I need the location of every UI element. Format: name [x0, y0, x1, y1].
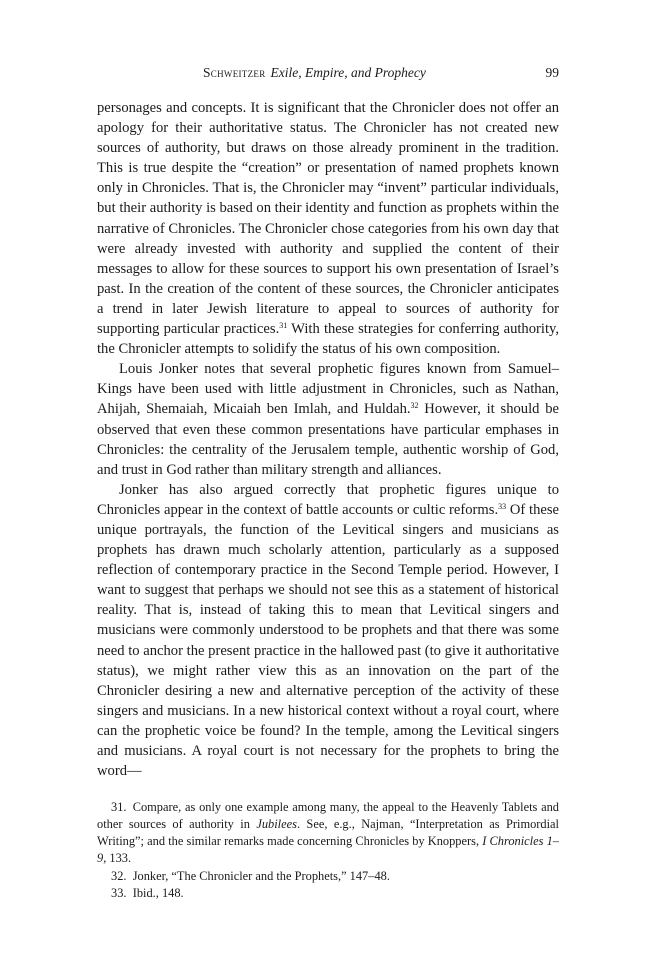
running-head-title: Exile, Empire, and Prophecy — [270, 65, 426, 80]
text-run: Louis Jonker notes that several prophetic figures known from Samuel–Kings have been used with little adjustment in Chronicles, such as Nathan, Ahijah, Shemaiah, Micaiah ben Imlah, and Huldah. — [97, 361, 559, 418]
footnote-ref: 32 — [410, 401, 419, 411]
book-page — [97, 62, 559, 902]
footnote-number: 31. — [111, 800, 127, 815]
footnotes — [97, 799, 559, 902]
footnote — [97, 885, 559, 902]
footnote-ref: 33 — [498, 501, 507, 511]
text-run: Of these unique portrayals, the function of the Levitical singers and musicians as prophets has drawn much scholarly attention, particularly as a supposed reflection of contemporary practice in the Second Temple period. However, I want to suggest that perhaps we should not see this as a statement of historical reality. That is, instead of taking this to mean that Levitical singers and musicians were commonly understood to be prophets and that there was some need to anchor the present practice in the hallowed past (to give it authoritative status), we might rather view this as an innovation on the part of the Chronicler desiring a new and alternative perception of the activity of these singers and musicians. In a new historical context without a royal court, where can the prophetic voice be found? In the temple, among the Levitical singers and musicians. A royal court is not necessary for the prophets to bring the word— — [97, 501, 559, 780]
body-paragraph — [97, 480, 559, 781]
text-run: . See, e.g., Najman, “Interpretation as Primordial Writing”; and the similar remarks made concerning Chronicles by Knoppers, — [97, 817, 559, 849]
text-run: , 133. — [103, 851, 132, 866]
text-run: Jonker, “The Chronicler and the Prophets,” 147–48. — [132, 868, 390, 883]
footnote — [97, 799, 559, 867]
running-head-text — [203, 64, 426, 82]
text-run: Compare, as only one example among many, the appeal to the Heavenly Tablets and other sources of authority in — [97, 800, 559, 832]
text-run: However, it should be observed that even these common presentations have particular emphases in Chronicles: the centrality of the Jerusalem temple, authentic worship of God, and trust in God rather than military strength and alliances. — [97, 401, 559, 478]
italic-title: Jubilees — [256, 817, 297, 832]
text-run: With these strategies for conferring authority, the Chronicler attempts to solidify the status of his own composition. — [97, 321, 559, 358]
running-head — [97, 62, 559, 84]
body-paragraph — [97, 98, 559, 359]
text-run: Jonker has also argued correctly that prophetic figures unique to Chronicles appear in the context of battle accounts or cultic reforms. — [97, 481, 559, 518]
footnote — [97, 868, 559, 885]
body-paragraph — [97, 359, 559, 480]
text-run: Ibid., 148. — [132, 885, 184, 900]
text-run: personages and concepts. It is significant that the Chronicler does not offer an apology for their authoritative status. The Chronicler has not created new sources of authority, but draws on those already prominent in the tradition. This is true despite the “creation” or presentation of named prophets known only in Chronicles. That is, the Chronicler may “invent” particular individuals, but their authority is based on their identity and function as prophets within the narrative of Chronicles. The Chronicler chose categories from his own day that were already invested with authority and supplied the content of their messages to allow for these sources to support his own presentation of Israel’s past. In the creation of the content of these sources, the Chronicler anticipates a trend in later Jewish literature to appeal to sources of authority for supporting particular practices. — [97, 100, 559, 338]
body-text — [97, 98, 559, 781]
running-head-author: Schweitzer — [203, 65, 266, 80]
italic-title: I Chronicles 1–9 — [97, 834, 559, 866]
footnote-number: 32. — [111, 868, 127, 883]
footnote-ref: 31 — [279, 321, 288, 331]
page-number: 99 — [545, 65, 559, 80]
footnote-number: 33. — [111, 885, 127, 900]
